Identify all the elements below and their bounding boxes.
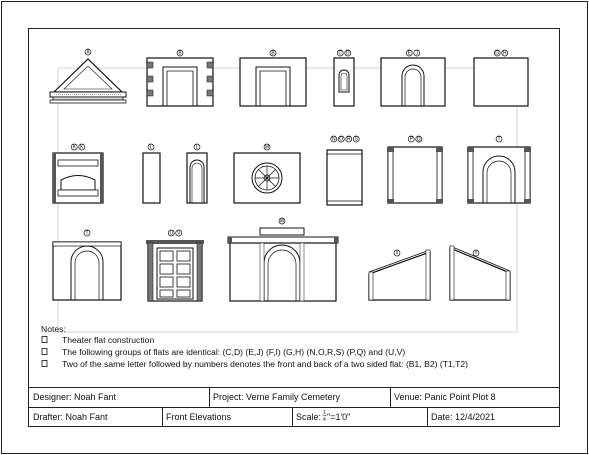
- flat-label-arch-large-0: [84, 230, 90, 236]
- note-bullet-3: [42, 361, 47, 367]
- flat-label-plain-wide-1: [502, 50, 508, 56]
- flat-narrow-arch: [187, 153, 207, 203]
- project-field: Project: Verne Family Cemetery: [213, 392, 341, 402]
- label-letter: A: [86, 49, 90, 56]
- label-letter: K: [72, 144, 76, 151]
- label-letter: Y: [474, 250, 478, 257]
- flat-pediment: [50, 59, 126, 103]
- note-item-3: Two of the same letter followed by numbers denotes the front and back of a two sided flat: (B1, B2) (T1,T2): [62, 359, 469, 369]
- scale-label: Scale:: [296, 412, 322, 422]
- flat-label-pilaster-box-1: [416, 136, 422, 142]
- flat-label-plain-trim-1: [338, 136, 344, 142]
- label-letter: K: [80, 144, 84, 151]
- drafter-field: Drafter: Noah Fant: [33, 412, 108, 422]
- flat-label-arch-round-1: [414, 50, 420, 56]
- label-letter: B: [271, 50, 275, 57]
- label-letter: U: [169, 230, 174, 237]
- label-letter: V: [177, 230, 181, 237]
- flat-label-paneled-door-0: [168, 230, 174, 236]
- label-letter: Q: [416, 136, 421, 143]
- flat-label-arch-pilaster-2-0: [496, 136, 502, 142]
- note-item-2: The following groups of flats are identical: (C,D) (E,J) (F,I) (G,H) (N,O,R,S) (P,Q) and (U,V): [62, 347, 406, 357]
- flat-label-window-arch-1: [345, 50, 351, 56]
- flat-label-fireplace-1: [79, 144, 85, 150]
- flat-label-arch-round-0: [406, 50, 412, 56]
- flat-label-narrow-arch-0: [194, 144, 200, 150]
- flat-window-arch: [334, 58, 354, 106]
- label-letter: B: [178, 50, 182, 57]
- note-bullet-1: [42, 337, 47, 343]
- flat-label-plain-trim-0: [331, 136, 337, 142]
- flat-label-plain-trim-3: [353, 136, 359, 142]
- label-letter: M: [264, 144, 270, 151]
- flat-label-arch-cornice-0: [279, 218, 285, 224]
- flat-label-stair-right-0: [473, 250, 479, 256]
- scale-value: "=1'0": [327, 412, 351, 422]
- flat-label-plain-trim-2: [346, 136, 352, 142]
- label-letter: L: [149, 144, 153, 151]
- note-bullet-2: [42, 349, 47, 355]
- label-letter: P: [409, 136, 413, 143]
- flat-paneled-door: [146, 240, 204, 301]
- notes-heading: Notes:: [41, 324, 66, 334]
- label-letter: T: [85, 230, 89, 237]
- flat-plain-wide: [474, 58, 528, 106]
- flat-fireplace: [53, 153, 103, 203]
- flat-stair-left: [369, 250, 430, 300]
- flat-pilaster-box: [387, 147, 443, 203]
- title-block: [29, 388, 560, 427]
- flat-stair-right: [450, 246, 510, 300]
- designer-field: Designer: Noah Fant: [33, 392, 117, 402]
- venue-field: Venue: Panic Point Plot 8: [394, 392, 496, 402]
- flat-label-round-window-0: [264, 144, 270, 150]
- flat-label-paneled-door-1: [176, 230, 182, 236]
- label-letter: J: [415, 50, 418, 57]
- label-letter: C: [338, 50, 343, 57]
- flat-arch-large: [53, 242, 121, 300]
- date-field: Date: 12/4/2021: [431, 412, 496, 422]
- flat-arch-pilaster-2: [467, 147, 531, 203]
- flat-arch-cornice: [228, 228, 338, 301]
- label-letter: O: [339, 136, 344, 143]
- flat-arch-square: [240, 58, 306, 106]
- flat-arch-round: [381, 58, 445, 106]
- label-letter: S: [354, 136, 358, 143]
- flat-label-fireplace-0: [71, 144, 77, 150]
- scale-denominator: 4: [323, 417, 326, 423]
- label-letter: G: [495, 50, 500, 57]
- label-letter: R: [346, 136, 351, 143]
- flat-label-pediment-0: [85, 49, 91, 55]
- flat-label-arch-pilaster-1-0: [177, 50, 183, 56]
- flat-label-plain-wide-0: [494, 50, 500, 56]
- sheet-title-field: Front Elevations: [166, 412, 232, 422]
- flat-label-window-arch-0: [337, 50, 343, 56]
- label-letter: T: [497, 136, 501, 143]
- label-letter: E: [407, 50, 411, 57]
- note-item-1: Theater flat construction: [62, 335, 155, 345]
- flat-narrow-plain: [143, 153, 160, 203]
- scale-numerator: 1: [323, 410, 326, 416]
- label-letter: N: [331, 136, 336, 143]
- flat-label-stair-left-0: [394, 250, 400, 256]
- flat-label-narrow-plain-0: [148, 144, 154, 150]
- label-letter: D: [345, 50, 350, 57]
- flat-plain-trim: [327, 150, 362, 205]
- label-letter: H: [502, 50, 507, 57]
- flat-label-arch-square-0: [270, 50, 276, 56]
- label-letter: W: [279, 218, 285, 225]
- flat-label-pilaster-box-0: [408, 136, 414, 142]
- notes-block: [41, 324, 468, 369]
- label-letter: X: [395, 250, 399, 257]
- label-letter: L: [195, 144, 199, 151]
- flat-round-window: [234, 153, 300, 203]
- flat-arch-pilaster-1: [147, 58, 213, 106]
